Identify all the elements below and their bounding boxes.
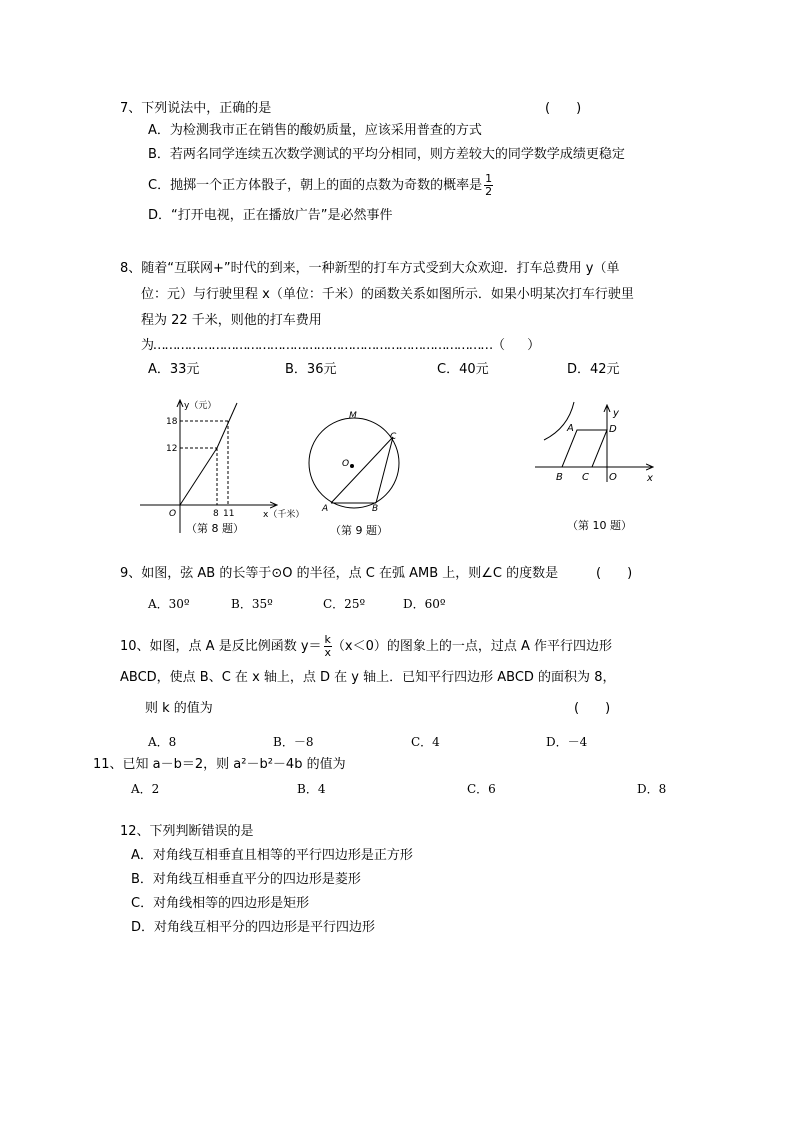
q11-option-b: B．4 [297, 782, 326, 796]
label-c: C [582, 472, 589, 483]
q11-option-c: C．6 [467, 782, 496, 796]
q7-stem: 7、下列说法中，正确的是 [120, 101, 272, 116]
q12-stem: 12、下列判断错误的是 [120, 824, 254, 839]
origin-label: O [169, 509, 177, 519]
center-dot [350, 464, 354, 468]
chord-ac [331, 437, 393, 503]
q10-stem-pre: 10、如图，点 A 是反比例函数 y＝ [120, 639, 322, 654]
q7-option-a: A．为检测我市正在销售的酸奶质量，应该采用普查的方式 [148, 123, 482, 138]
q10-answer-paren: ( ) [574, 701, 611, 716]
q8-stem-line3: 程为 22 千米，则他的打车费用 [141, 313, 322, 328]
label-a: A [322, 504, 329, 514]
figure-9-circle [302, 408, 412, 543]
tick-18: 18 [166, 417, 178, 427]
q8-option-a: A．33元 [148, 362, 200, 377]
fraction-denominator: 2 [485, 185, 493, 198]
label-d: D [609, 424, 617, 435]
q11-option-d: D．8 [637, 782, 667, 796]
figure-8-caption: （第 8 题） [186, 522, 244, 535]
y-axis-label: y（元） [184, 401, 217, 411]
q8-stem-line4: 为……………………………………………………………………………（ ） [141, 338, 539, 353]
q9-answer-paren: ( ) [596, 566, 633, 581]
q7-option-c-text: C．抛掷一个正方体骰子，朝上的面的点数为奇数的概率是 [148, 178, 483, 193]
q8-stem-line2: 位：元）与行驶里程 x（单位：千米）的函数关系如图所示．如果小明某次打车行驶里 [141, 287, 634, 302]
figure-9-caption: （第 9 题） [330, 524, 388, 537]
label-b: B [556, 472, 563, 483]
graph-segment-2 [217, 403, 237, 448]
q10-option-b: B．－8 [273, 735, 314, 749]
q10-option-d: D．－4 [546, 735, 588, 749]
q9-option-d: D．60º [403, 597, 446, 611]
label-y: y [613, 408, 619, 419]
hyperbola-curve [544, 402, 574, 440]
circle-o [309, 418, 399, 508]
q12-option-b: B．对角线互相垂直平分的四边形是菱形 [131, 872, 361, 887]
label-b: B [372, 504, 379, 514]
q10-stem-line2: ABCD，使点 B、C 在 x 轴上，点 D 在 y 轴上．已知平行四边形 ABCD 的面积为 8， [120, 670, 616, 685]
tick-11: 11 [223, 509, 235, 519]
tick-8: 8 [213, 509, 219, 519]
label-o: O [609, 472, 617, 483]
figure-8-graph [140, 395, 305, 540]
fraction-numerator: 1 [485, 172, 493, 185]
q11-stem: 11、已知 a－b＝2，则 a²－b²－4b 的值为 [93, 757, 346, 772]
q8-option-c: C．40元 [437, 362, 489, 377]
q12-option-a: A．对角线互相垂直且相等的平行四边形是正方形 [131, 848, 413, 863]
label-a: A [567, 423, 574, 434]
q12-option-d: D．对角线互相平分的四边形是平行四边形 [131, 920, 376, 935]
fraction-denominator: x [324, 646, 331, 659]
graph-segment-1 [180, 448, 217, 505]
q10-option-c: C．4 [411, 735, 440, 749]
q10-stem-line1 [120, 634, 612, 659]
q9-option-b: B．35º [231, 597, 273, 611]
label-x: x [647, 473, 653, 484]
tick-12: 12 [166, 444, 178, 454]
label-c: C [390, 432, 397, 442]
q9-option-c: C．25º [323, 597, 366, 611]
q8-option-b: B．36元 [285, 362, 337, 377]
q7-option-d: D．“打开电视，正在播放广告”是必然事件 [148, 208, 393, 223]
q7-option-b: B．若两名同学连续五次数学测试的平均分相同，则方差较大的同学数学成绩更稳定 [148, 147, 625, 162]
q10-stem-line3: 则 k 的值为 [145, 701, 213, 716]
figure-10-caption: （第 10 题） [567, 519, 632, 532]
q7-option-c-fraction [484, 173, 493, 198]
x-axis-label: x（千米） [263, 510, 305, 520]
label-m: M [349, 411, 357, 421]
figure-10-graph [530, 400, 660, 540]
q7-answer-paren: ( ) [545, 101, 582, 116]
fraction-numerator: k [324, 633, 331, 646]
q8-option-d: D．42元 [567, 362, 620, 377]
q11-option-a: A．2 [131, 782, 160, 796]
q10-fraction [324, 634, 332, 659]
q9-stem: 9、如图，弦 AB 的长等于⊙O 的半径，点 C 在弧 AMB 上，则∠C 的度数是 [120, 566, 559, 581]
q9-option-a: A．30º [148, 597, 190, 611]
q10-option-a: A．8 [148, 735, 177, 749]
q7-option-c [148, 173, 493, 198]
chord-bc [376, 437, 393, 503]
label-o: O [342, 459, 350, 469]
parallelogram-abcd [562, 430, 607, 467]
q12-option-c: C．对角线相等的四边形是矩形 [131, 896, 310, 911]
q8-stem-line1: 8、随着“互联网+”时代的到来，一种新型的打车方式受到大众欢迎．打车总费用 y（单 [120, 261, 620, 276]
q10-stem-post: （x＜0）的图象上的一点，过点 A 作平行四边形 [331, 639, 613, 654]
